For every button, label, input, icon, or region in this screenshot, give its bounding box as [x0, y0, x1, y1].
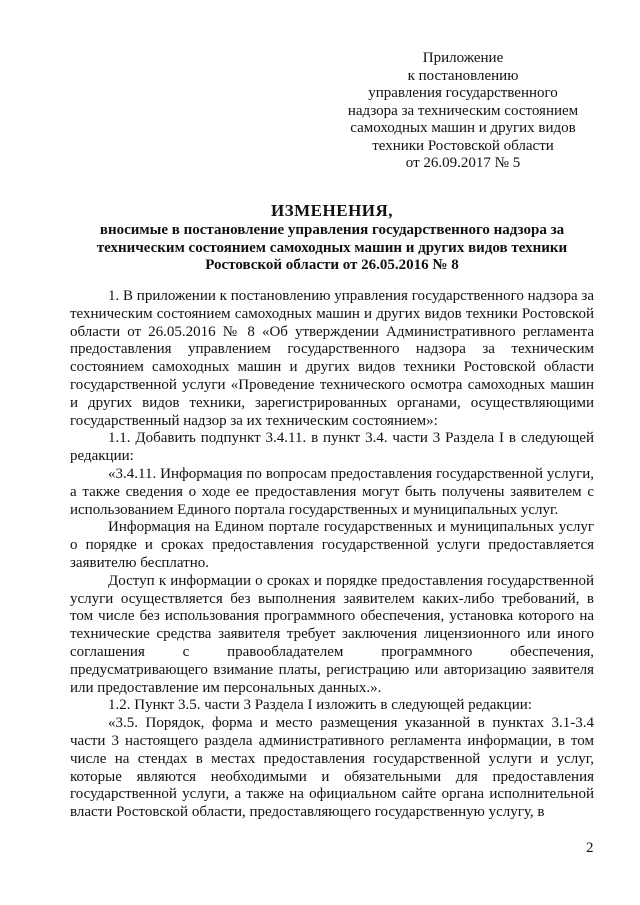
appendix-line: Приложение — [422, 50, 504, 66]
body-paragraph: «3.5. Порядок, форма и место размещения указанной в пунктах 3.1-3.4 части 3 настоящего раздела административного регламента информации, в том числе на стендах в местах предоставления государственной услуги и услуг, которые являются необходимыми и обязательными для предоставления государственной услуги, а также на официальном сайте органа исполнительной власти Ростовской области, предоставляющего государственную услугу, в — [70, 715, 594, 821]
body-paragraph: 1.1. Добавить подпункт 3.4.11. в пункт 3.4. части 3 Раздела I в следующей редакции: — [70, 430, 594, 465]
page-number: 2 — [586, 840, 594, 856]
appendix-line: самоходных машин и других видов — [350, 120, 576, 136]
appendix-line: техники Ростовской области — [372, 137, 554, 154]
document-subtitle-line: вносимые в постановление управления государственного надзора за — [99, 222, 565, 238]
appendix-line: надзора за техническим состоянием — [347, 102, 579, 119]
document-body — [70, 288, 594, 822]
body-paragraph: Информация на Едином портале государственных и муниципальных услуг о порядке и сроках предоставления государственной услуги предоставляется заявителю бесплатно. — [70, 519, 594, 571]
appendix-line: управления государственного — [368, 85, 558, 101]
body-paragraph: 1.2. Пункт 3.5. части 3 Раздела I изложить в следующей редакции: — [108, 697, 532, 714]
appendix-block — [330, 50, 596, 173]
document-title: ИЗМЕНЕНИЯ, — [270, 201, 394, 220]
document-subtitle-line: Ростовской области от 26.05.2016 № 8 — [205, 257, 459, 273]
document-subtitle-line: техническим состоянием самоходных машин и других видов техники — [96, 239, 568, 256]
appendix-line: к постановлению — [407, 67, 519, 84]
body-paragraph: Доступ к информации о сроках и порядке предоставления государственной услуги осуществляется без выполнения заявителем каких-либо требований, в том числе без использования программного обеспечения, установка которого на технические средства заявителя требует заключения лицензионного или иного соглашения с правообладателем программного обеспечения, предусматривающего взимание платы, регистрацию или авторизацию заявителя или предоставление им персональных данных.». — [70, 572, 594, 696]
body-paragraph: 1. В приложении к постановлению управления государственного надзора за техническим состоянием самоходных машин и других видов техники Ростовской области от 26.05.2016 № 8 «Об утверждении Административного регламента предоставления управлением государственного надзора за техническим состоянием самоходных машин и других видов техники Ростовской области государственной услуги «Проведение технического осмотра самоходных машин и других видов техники, зарегистрированных органами, осуществляющими государственный надзор за их техническим состоянием»: — [70, 288, 594, 429]
appendix-line: от 26.09.2017 № 5 — [405, 155, 521, 171]
body-paragraph: «3.4.11. Информация по вопросам предоставления государственной услуги, а также сведения о ходе ее предоставления могут быть получены заявителем с использованием Единого портала государственных и муниципальных услуг. — [70, 465, 594, 518]
document-heading — [70, 200, 594, 275]
